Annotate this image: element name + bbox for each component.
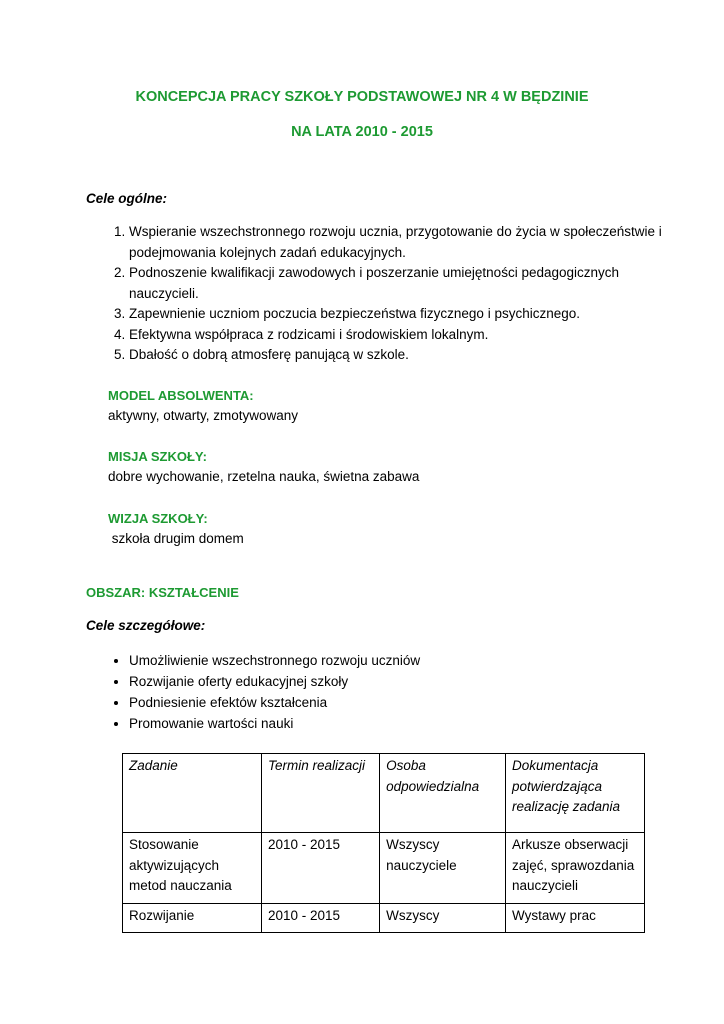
mission-heading: MISJA SZKOŁY: (108, 449, 207, 464)
list-item: • Promowanie wartości nauki (129, 713, 420, 734)
table-row (123, 833, 645, 904)
area-heading: OBSZAR: KSZTAŁCENIE (86, 585, 239, 600)
list-item: • Rozwijanie oferty edukacyjnej szkoły (129, 671, 420, 692)
document-subtitle: NA LATA 2010 - 2015 (291, 124, 433, 140)
table-cell: Stosowanie aktywizujących metod nauczania (123, 833, 262, 904)
table-cell: 2010 - 2015 (262, 903, 380, 933)
list-item: 2. Podnoszenie kwalifikacji zawodowych i poszerzanie umiejętności pedagogicznych nauczycieli. (129, 263, 689, 304)
table-row (123, 903, 645, 933)
header-responsible: Osoba odpowiedzialna (380, 754, 506, 833)
table-cell: Wystawy prac (505, 903, 644, 933)
list-item: • Umożliwienie wszechstronnego rozwoju uczniów (129, 650, 420, 671)
header-task: Zadanie (123, 754, 262, 833)
list-item: • Podniesienie efektów kształcenia (129, 692, 420, 713)
vision-text: szkoła drugim domem (108, 531, 244, 546)
table-cell: Wszyscy nauczyciele (380, 833, 506, 904)
tasks-table (122, 753, 645, 933)
specific-goals-list (86, 650, 420, 734)
table-cell: 2010 - 2015 (262, 833, 380, 904)
header-documentation: Dokumentacja potwierdzająca realizację zadania (505, 754, 644, 833)
header-deadline: Termin realizacji (262, 754, 380, 833)
table-cell: Rozwijanie (123, 903, 262, 933)
model-text: aktywny, otwarty, zmotywowany (108, 408, 299, 423)
specific-goals-heading: Cele szczegółowe: (86, 618, 206, 633)
general-goals-list (86, 222, 689, 366)
list-item: 4. Efektywna współpraca z rodzicami i środowiskiem lokalnym. (129, 325, 689, 346)
table-cell: Arkusze obserwacji zajęć, sprawozdania nauczycieli (505, 833, 644, 904)
list-item: 1. Wspieranie wszechstronnego rozwoju ucznia, przygotowanie do życia w społeczeństwie i podejmowania kolejnych zadań edukacyjnych. (129, 222, 689, 263)
mission-text: dobre wychowanie, rzetelna nauka, świetna zabawa (108, 469, 420, 484)
vision-heading: WIZJA SZKOŁY: (108, 511, 208, 526)
table-header-row (123, 754, 645, 833)
list-item: 5. Dbałość o dobrą atmosferę panującą w szkole. (129, 345, 689, 366)
document-title: KONCEPCJA PRACY SZKOŁY PODSTAWOWEJ NR 4 W BĘDZINIE (135, 89, 589, 105)
general-goals-heading: Cele ogólne: (86, 191, 168, 206)
list-item: 3. Zapewnienie uczniom poczucia bezpieczeństwa fizycznego i psychicznego. (129, 304, 689, 325)
model-heading: MODEL ABSOLWENTA: (108, 388, 254, 403)
table-cell: Wszyscy (380, 903, 506, 933)
